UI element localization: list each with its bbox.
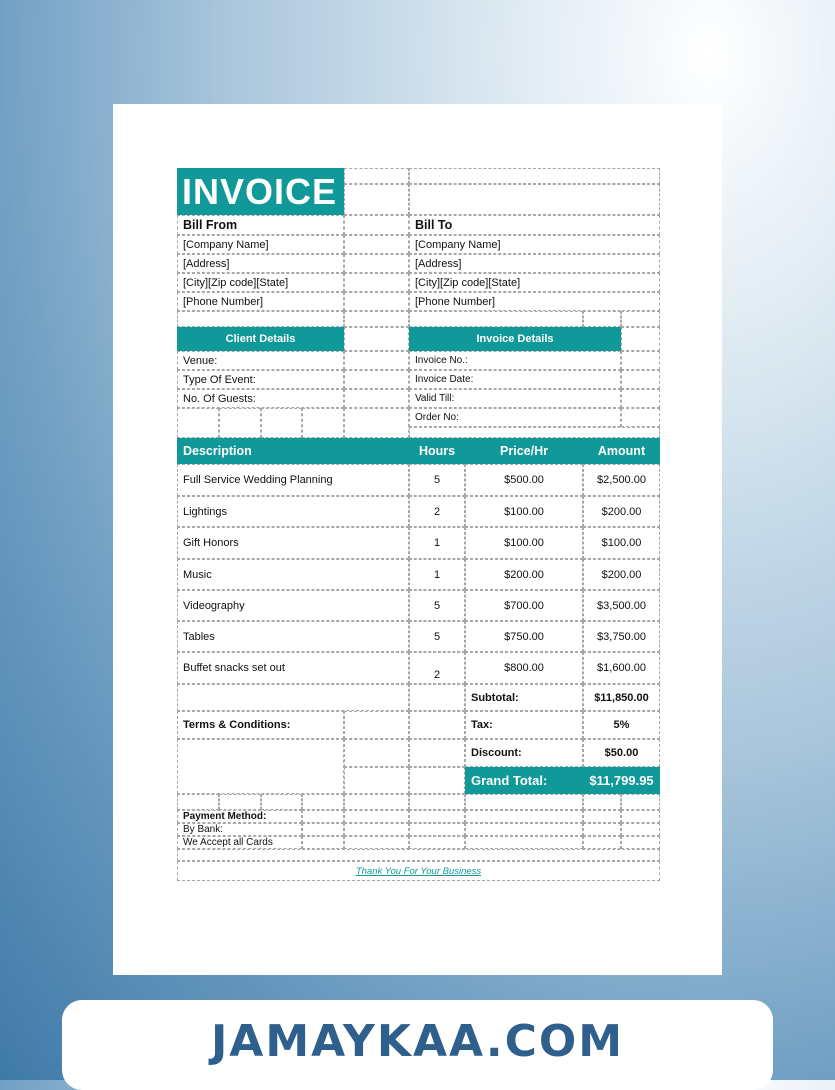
- footer-brand[interactable]: JAMAYKAA.COM: [210, 1016, 625, 1067]
- table-row-amount: $100.00: [583, 527, 660, 559]
- table-row-description: Music: [177, 559, 409, 590]
- table-row-price: $200.00: [465, 559, 583, 590]
- grid-cell: [344, 292, 409, 311]
- table-row-amount: $2,500.00: [583, 464, 660, 496]
- table-row-amount: $3,750.00: [583, 621, 660, 652]
- bill-from-heading: Bill From: [177, 215, 344, 235]
- bill-to-city: [City][Zip code][State]: [409, 273, 660, 292]
- grid-cell: [409, 767, 465, 794]
- table-row-description: Lightings: [177, 496, 409, 527]
- grid-cell: [177, 684, 409, 711]
- grid-cell: [409, 427, 660, 438]
- grid-cell: [344, 370, 409, 389]
- bill-to-company: [Company Name]: [409, 235, 660, 254]
- grid-cell: [465, 823, 583, 836]
- grid-cell: [465, 836, 583, 849]
- invoice-page: [113, 104, 722, 975]
- grid-cell: [409, 810, 465, 823]
- grid-cell: [344, 215, 409, 235]
- footer-banner: [62, 1000, 773, 1090]
- grid-cell: [621, 823, 660, 836]
- client-details-heading: Client Details: [177, 327, 344, 351]
- bill-to-heading: Bill To: [409, 215, 660, 235]
- table-row-description: Videography: [177, 590, 409, 621]
- grid-cell: [583, 823, 621, 836]
- payment-heading: Payment Method:: [177, 810, 302, 823]
- grid-cell: [344, 273, 409, 292]
- table-row-hours: 1: [409, 559, 465, 590]
- terms-label: Terms & Conditions:: [177, 711, 344, 739]
- column-header-hours: Hours: [409, 438, 465, 464]
- table-row-price: $750.00: [465, 621, 583, 652]
- grid-cell: [344, 739, 409, 767]
- grid-cell: [409, 168, 660, 184]
- table-row-hours: 2: [409, 652, 465, 684]
- grid-cell: [621, 389, 660, 408]
- tax-label: Tax:: [465, 711, 583, 739]
- column-header-price: Price/Hr: [465, 438, 583, 464]
- grid-cell: [344, 408, 409, 438]
- grid-cell: [621, 370, 660, 389]
- grid-cell: [177, 311, 344, 327]
- terms-box: [177, 739, 344, 794]
- grid-cell: [621, 351, 660, 370]
- table-row-hours: 5: [409, 621, 465, 652]
- bill-from-company: [Company Name]: [177, 235, 344, 254]
- grid-cell: [302, 794, 344, 810]
- table-row-price: $100.00: [465, 496, 583, 527]
- table-row-price: $500.00: [465, 464, 583, 496]
- grid-cell: [344, 767, 409, 794]
- invoice-field-date: Invoice Date:: [409, 370, 621, 389]
- bill-from-city: [City][Zip code][State]: [177, 273, 344, 292]
- grid-cell: [583, 810, 621, 823]
- grid-cell: [621, 810, 660, 823]
- grid-cell: [302, 810, 344, 823]
- grid-cell: [465, 794, 583, 810]
- grid-cell: [261, 794, 302, 810]
- grid-cell: [409, 311, 583, 327]
- grid-cell: [219, 794, 261, 810]
- client-field-event-type: Type Of Event:: [177, 370, 344, 389]
- grid-cell: [344, 711, 409, 739]
- table-row-amount: $200.00: [583, 559, 660, 590]
- grid-cell: [344, 184, 409, 215]
- grid-cell: [621, 794, 660, 810]
- grid-cell: [344, 836, 409, 849]
- grid-cell: [409, 684, 465, 711]
- grid-cell: [465, 810, 583, 823]
- grid-cell: [302, 836, 344, 849]
- subtotal-label: Subtotal:: [465, 684, 583, 711]
- invoice-field-valid-till: Valid Till:: [409, 389, 621, 408]
- grid-cell: [344, 235, 409, 254]
- grid-cell: [583, 311, 621, 327]
- grid-cell: [409, 711, 465, 739]
- grid-cell: [302, 823, 344, 836]
- table-row-description: Full Service Wedding Planning: [177, 464, 409, 496]
- grid-cell: [621, 408, 660, 427]
- subtotal-value: $11,850.00: [583, 684, 660, 711]
- discount-value: $50.00: [583, 739, 660, 767]
- bill-to-address: [Address]: [409, 254, 660, 273]
- table-row-hours: 5: [409, 590, 465, 621]
- table-row-description: Gift Honors: [177, 527, 409, 559]
- grid-cell: [177, 408, 219, 438]
- grid-cell: [302, 408, 344, 438]
- grid-cell: [621, 327, 660, 351]
- bill-to-phone: [Phone Number]: [409, 292, 660, 311]
- column-header-description: Description: [177, 438, 409, 464]
- grid-cell: [261, 408, 302, 438]
- grand-total-value: $11,799.95: [583, 767, 660, 794]
- grid-cell: [344, 311, 409, 327]
- grid-cell: [583, 836, 621, 849]
- grid-cell: [344, 351, 409, 370]
- grid-cell: [409, 836, 465, 849]
- client-field-venue: Venue:: [177, 351, 344, 370]
- table-row-amount: $1,600.00: [583, 652, 660, 684]
- grid-cell: [344, 823, 409, 836]
- grid-cell: [344, 389, 409, 408]
- grand-total-label: Grand Total:: [465, 767, 583, 794]
- invoice-field-order-no: Order No:: [409, 408, 621, 427]
- table-row-hours: 1: [409, 527, 465, 559]
- payment-cards: We Accept all Cards: [177, 836, 302, 849]
- invoice-title: INVOICE: [177, 168, 344, 215]
- grid-cell: [409, 794, 465, 810]
- grid-cell: [621, 311, 660, 327]
- invoice-field-number: Invoice No.:: [409, 351, 621, 370]
- client-field-guests: No. Of Guests:: [177, 389, 344, 408]
- thank-you-note: Thank You For Your Business: [177, 861, 660, 881]
- grid-cell: [344, 254, 409, 273]
- grid-cell: [621, 836, 660, 849]
- table-row-description: Tables: [177, 621, 409, 652]
- table-row-price: $800.00: [465, 652, 583, 684]
- table-row-price: $100.00: [465, 527, 583, 559]
- grid-cell: [344, 794, 409, 810]
- table-row-price: $700.00: [465, 590, 583, 621]
- table-row-amount: $200.00: [583, 496, 660, 527]
- table-row-amount: $3,500.00: [583, 590, 660, 621]
- invoice-details-heading: Invoice Details: [409, 327, 621, 351]
- column-header-amount: Amount: [583, 438, 660, 464]
- tax-value: 5%: [583, 711, 660, 739]
- discount-label: Discount:: [465, 739, 583, 767]
- table-row-hours: 2: [409, 496, 465, 527]
- table-row-hours: 5: [409, 464, 465, 496]
- payment-bank: By Bank:: [177, 823, 302, 836]
- grid-cell: [219, 408, 261, 438]
- bill-from-address: [Address]: [177, 254, 344, 273]
- bill-from-phone: [Phone Number]: [177, 292, 344, 311]
- grid-cell: [177, 849, 660, 861]
- grid-cell: [409, 739, 465, 767]
- grid-cell: [344, 810, 409, 823]
- grid-cell: [344, 168, 409, 184]
- grid-cell: [409, 184, 660, 215]
- grid-cell: [583, 794, 621, 810]
- table-row-description: Buffet snacks set out: [177, 652, 409, 684]
- grid-cell: [177, 794, 219, 810]
- grid-cell: [409, 823, 465, 836]
- grid-cell: [344, 327, 409, 351]
